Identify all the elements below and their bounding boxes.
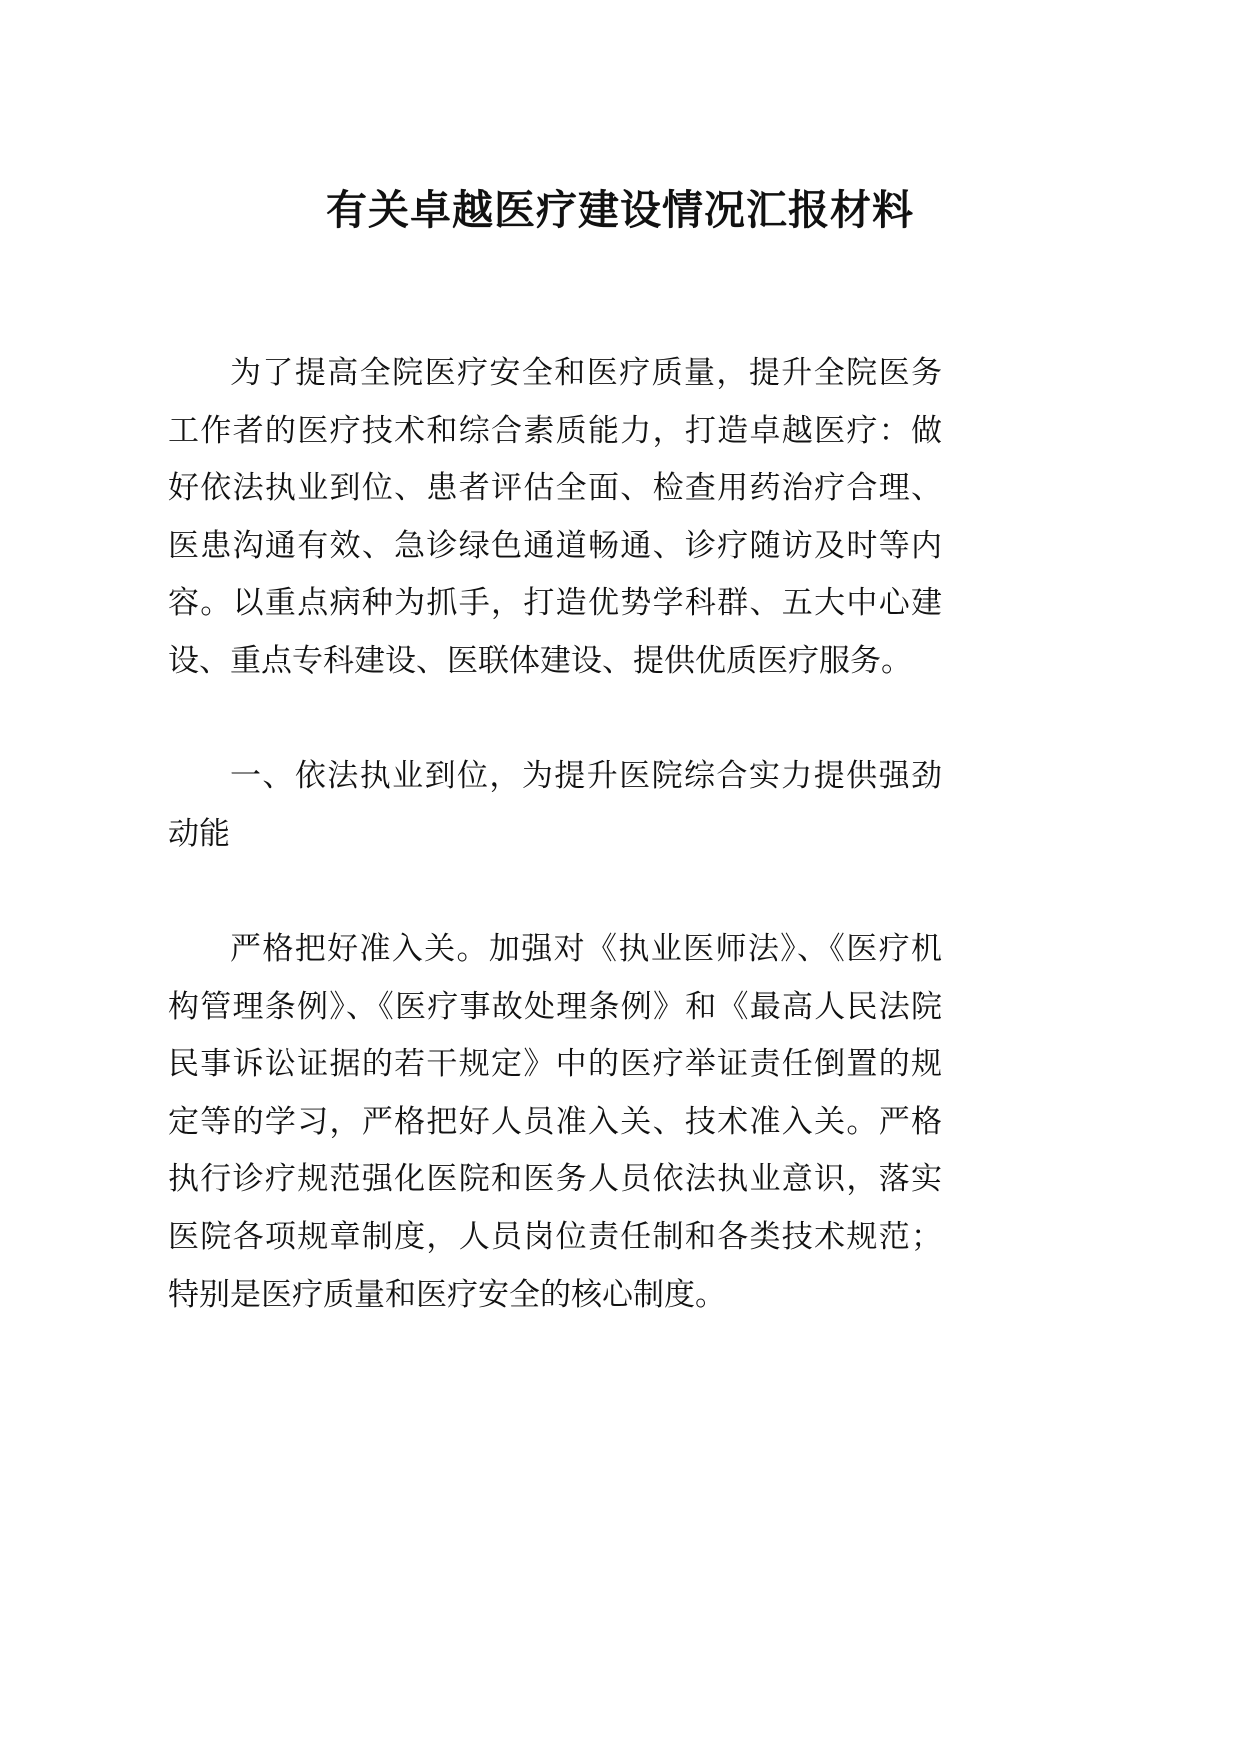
document-body bbox=[168, 345, 942, 1382]
intro-paragraph: 为了提高全院医疗安全和医疗质量，提升全院医务工作者的医疗技术和综合素质能力，打造卓越医疗：做好依法执业到位、患者评估全面、检查用药治疗合理、医患沟通有效、急诊绿色通道畅通、诊疗随访及时等内容。以重点病种为抓手，打造优势学科群、五大中心建设、重点专科建设、医联体建设、提供优质医疗服务。 bbox=[168, 355, 942, 679]
body-paragraph: 严格把好准入关。加强对《执业医师法》、《医疗机构管理条例》、《医疗事故处理条例》和《最高人民法院民事诉讼证据的若干规定》中的医疗举证责任倒置的规定等的学习，严格把好人员准入关、技术准入关。严格执行诊疗规范强化医院和医务人员依法执业意识，落实医院各项规章制度，人员岗位责任制和各类技术规范；特别是医疗质量和医疗安全的核心制度。 bbox=[168, 930, 942, 1313]
section-heading-1: 一、依法执业到位，为提升医院综合实力提供强劲动能 bbox=[168, 758, 942, 852]
document-title: 有关卓越医疗建设情况汇报材料 bbox=[326, 186, 914, 234]
